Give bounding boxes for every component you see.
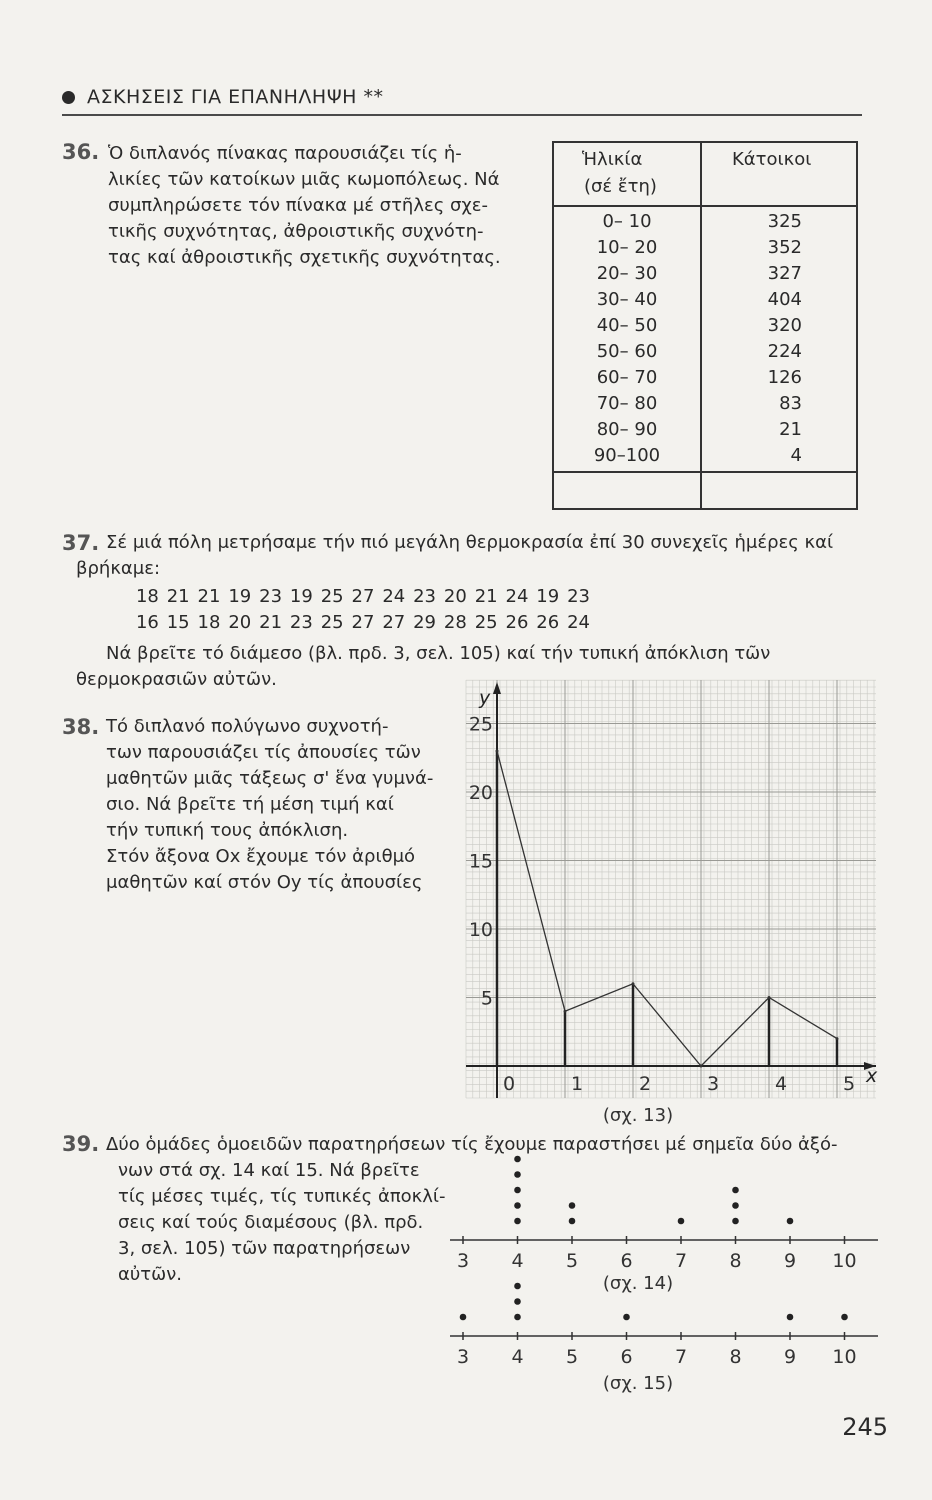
- temperature-value: 18: [197, 612, 221, 633]
- ex39-line: αὐτῶν.: [118, 1264, 182, 1285]
- ex39-line: 3, σελ. 105) τῶν παρατηρήσεων: [118, 1238, 411, 1259]
- figure-caption: (σχ. 14): [602, 1273, 674, 1294]
- temperature-value: 23: [413, 586, 437, 607]
- table-age-cell: 10– 20: [596, 237, 658, 258]
- temperature-value: 21: [474, 586, 498, 607]
- temperature-value: 24: [505, 586, 529, 607]
- tick-label: 7: [674, 1250, 688, 1272]
- temperature-value: 19: [228, 586, 252, 607]
- figure-caption: (σχ. 15): [602, 1373, 674, 1394]
- temperature-value: 25: [320, 586, 344, 607]
- tick-label: 7: [674, 1346, 688, 1368]
- data-dot: [841, 1314, 848, 1321]
- ex36-line: συμπληρώσετε τόν πίνακα μέ στῆλες σχε-: [108, 195, 489, 216]
- section-header-text: ΑΣΚΗΣΕΙΣ ΓΙΑ ΕΠΑΝΗΛΗΨΗ **: [87, 86, 384, 108]
- tick-label: 10: [832, 1250, 857, 1272]
- ex37-line: θερμοκρασιῶν αὐτῶν.: [76, 669, 277, 690]
- temperature-value: 29: [413, 612, 437, 633]
- table-residents-cell: 83: [779, 393, 802, 414]
- ex36-line: Ὁ διπλανός πίνακας παρουσιάζει τίς ἡ-: [108, 143, 462, 164]
- residents-header: Κάτοικοι: [732, 149, 812, 170]
- temperature-value: 23: [567, 586, 590, 607]
- table-residents-cell: 404: [767, 289, 802, 310]
- ex38-line: τήν τυπική τους ἀπόκλιση.: [106, 820, 349, 841]
- age-header-line2: (σέ ἔτη): [584, 176, 657, 197]
- temperature-value: 21: [259, 612, 283, 633]
- ex39-line: νων στά σχ. 14 καί 15. Νά βρεῖτε: [118, 1160, 420, 1181]
- x-tick-label: 5: [843, 1073, 856, 1095]
- ex38-line: μαθητῶν μιᾶς τάξεως σ' ἕνα γυμνά-: [106, 768, 434, 789]
- y-tick-label: 10: [468, 919, 493, 941]
- temperature-value: 23: [289, 612, 313, 633]
- ex39-line: τίς μέσες τιμές, τίς τυπικές ἀποκλί-: [118, 1186, 446, 1207]
- temperature-value: 28: [443, 612, 467, 633]
- temperature-value: 20: [228, 612, 252, 633]
- age-header-line1: Ἡλικία: [582, 149, 643, 170]
- figure-caption: (σχ. 13): [602, 1105, 674, 1126]
- temperature-value: 21: [166, 586, 190, 607]
- data-dot: [623, 1314, 630, 1321]
- y-axis-label: y: [479, 687, 491, 709]
- table-residents-cell: 352: [767, 237, 802, 258]
- temperature-value: 26: [536, 612, 560, 633]
- ex38-line: σιο. Νά βρεῖτε τή μέση τιμή καί: [106, 794, 394, 815]
- temperature-value: 20: [443, 586, 467, 607]
- tick-label: 4: [511, 1346, 524, 1368]
- temperature-value: 26: [505, 612, 529, 633]
- ex38-line: Στόν ἄξονα Ox ἔχουμε τόν ἀριθμό: [106, 846, 416, 867]
- data-dot: [787, 1314, 794, 1321]
- temperature-value: 23: [259, 586, 283, 607]
- data-dot: [514, 1298, 521, 1305]
- table-residents-cell: 320: [767, 315, 802, 336]
- exercise-39-number: 39.: [62, 1132, 100, 1156]
- temperature-value: 21: [197, 586, 221, 607]
- temperature-value: 19: [289, 586, 313, 607]
- exercise-37-number: 37.: [62, 531, 100, 555]
- table-residents-cell: 4: [790, 445, 802, 466]
- y-tick-label: 20: [468, 782, 493, 804]
- ex38-line: των παρουσιάζει τίς ἀπουσίες τῶν: [106, 742, 421, 763]
- table-age-cell: 0– 10: [602, 211, 652, 232]
- temperature-value: 27: [351, 612, 375, 633]
- temperature-value: 18: [135, 586, 159, 607]
- temperature-value: 25: [474, 612, 498, 633]
- data-dot: [514, 1283, 521, 1290]
- ex36-line: λικίες τῶν κατοίκων μιᾶς κωμοπόλεως. Νά: [108, 169, 500, 190]
- tick-label: 10: [832, 1346, 857, 1368]
- temperature-value: 16: [135, 612, 159, 633]
- temperature-value: 19: [536, 586, 560, 607]
- x-tick-label: 0: [503, 1073, 516, 1095]
- ex37-line: Σέ μιά πόλη μετρήσαμε τήν πιό μεγάλη θερμοκρασία ἐπί 30 συνεχεῖς ἡμέρες καί: [106, 532, 834, 553]
- tick-label: 5: [565, 1346, 579, 1368]
- x-tick-label: 1: [571, 1073, 584, 1095]
- temperature-value: 24: [567, 612, 590, 633]
- temperature-value: 27: [351, 586, 375, 607]
- page-number: 245: [842, 1413, 888, 1441]
- tick-label: 9: [783, 1250, 797, 1272]
- temperature-value: 15: [166, 612, 190, 633]
- y-tick-label: 25: [468, 713, 493, 736]
- tick-label: 3: [456, 1250, 470, 1272]
- y-tick-label: 5: [480, 987, 493, 1010]
- tick-label: 4: [511, 1250, 524, 1272]
- exercise-38-number: 38.: [62, 715, 100, 739]
- x-tick-label: 2: [639, 1073, 652, 1095]
- tick-label: 5: [565, 1250, 579, 1272]
- table-age-cell: 70– 80: [596, 393, 658, 414]
- table-age-cell: 50– 60: [596, 341, 658, 362]
- table-age-cell: 80– 90: [596, 419, 658, 440]
- table-residents-cell: 21: [779, 419, 802, 440]
- ex36-line: τικῆς συχνότητας, ἀθροιστικῆς συχνότη-: [108, 221, 484, 242]
- tick-label: 3: [456, 1346, 470, 1368]
- table-residents-cell: 325: [767, 211, 802, 232]
- x-tick-label: 3: [707, 1073, 720, 1095]
- tick-label: 8: [729, 1250, 742, 1272]
- data-dot: [460, 1314, 467, 1321]
- table-residents-cell: 126: [767, 367, 802, 388]
- ex38-line: μαθητῶν καί στόν Oy τίς ἀπουσίες: [106, 872, 423, 893]
- tick-label: 6: [620, 1250, 633, 1272]
- temperature-value: 25: [320, 612, 344, 633]
- table-age-cell: 30– 40: [596, 289, 658, 310]
- tick-label: 8: [729, 1346, 742, 1368]
- ex39-line: Δύο ὁμάδες ὁμοειδῶν παρατηρήσεων τίς ἔχουμε παραστήσει μέ σημεῖα δύο ἀξό-: [106, 1134, 838, 1155]
- table-age-cell: 40– 50: [596, 315, 658, 336]
- temperature-value: 24: [382, 586, 406, 607]
- table-age-cell: 20– 30: [596, 263, 658, 284]
- tick-label: 6: [620, 1346, 633, 1368]
- table-age-cell: 60– 70: [596, 367, 658, 388]
- ex37-line: βρήκαμε:: [76, 558, 161, 579]
- y-tick-label: 15: [468, 850, 493, 873]
- ex37-line: Νά βρεῖτε τό διάμεσο (βλ. πρδ. 3, σελ. 105) καί τήν τυπική ἀπόκλιση τῶν: [106, 643, 771, 664]
- table-age-cell: 90–100: [593, 445, 661, 466]
- exercise-36-number: 36.: [62, 140, 100, 164]
- ex38-line: Τό διπλανό πολύγωνο συχνοτή-: [106, 716, 389, 737]
- table-residents-cell: 224: [767, 341, 802, 362]
- tick-label: 9: [783, 1346, 797, 1368]
- x-axis-label: x: [866, 1065, 878, 1087]
- temperature-value: 27: [382, 612, 406, 633]
- x-tick-label: 4: [775, 1073, 788, 1095]
- table-residents-cell: 327: [767, 263, 802, 284]
- ex36-line: τας καί ἀθροιστικῆς σχετικῆς συχνότητας.: [108, 247, 501, 268]
- ex39-line: σεις καί τούς διαμέσους (βλ. πρδ.: [118, 1212, 424, 1233]
- data-dot: [514, 1314, 521, 1321]
